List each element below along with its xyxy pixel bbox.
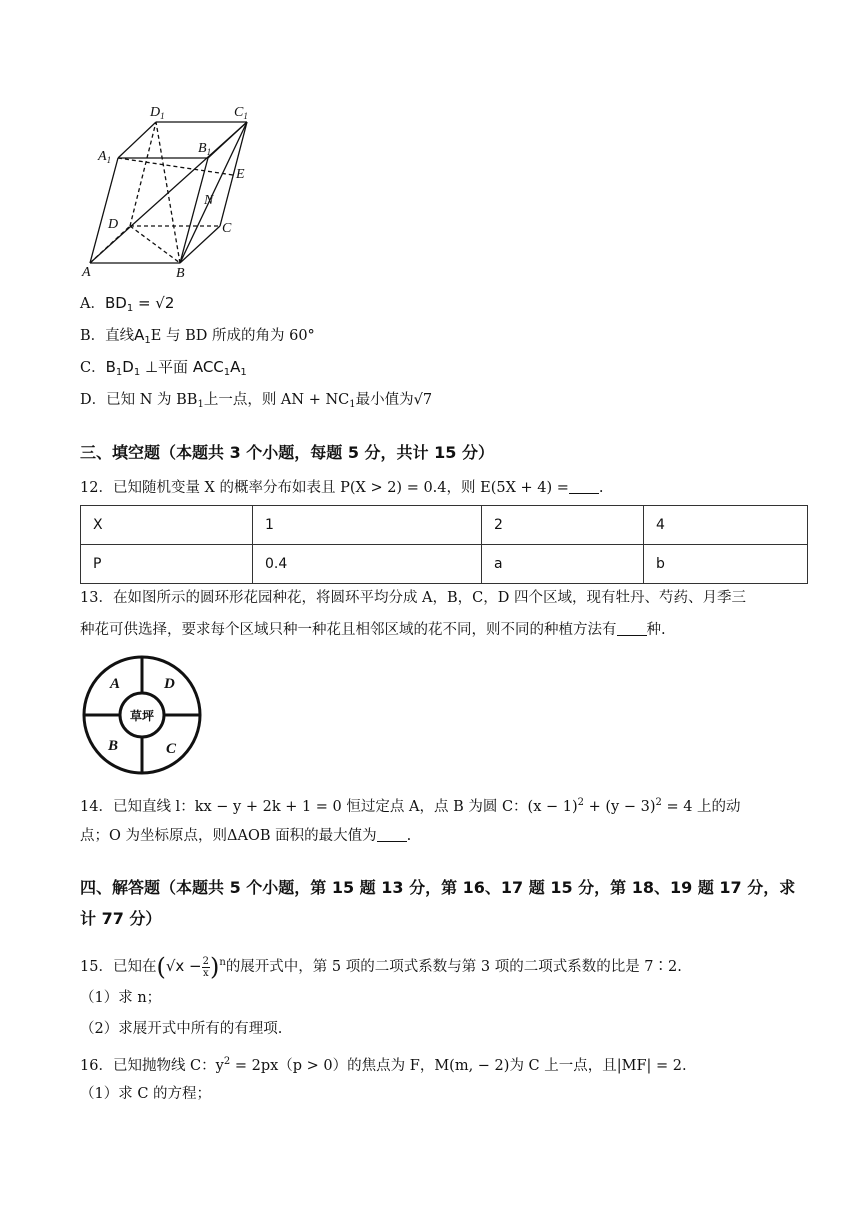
label-C: C (222, 221, 232, 236)
section-4-title-line-2: 计 77 分） (80, 909, 162, 928)
table-cell: 1 (253, 506, 482, 545)
label-E: E (236, 167, 245, 182)
label-D1: $D_1$ (150, 105, 165, 121)
label-A: A (82, 265, 91, 280)
table-cell: 0.4 (253, 545, 482, 584)
table-row (81, 545, 808, 584)
ring-label-A: A (110, 676, 121, 692)
label-B: B (176, 266, 185, 281)
label-C1: $C_1$ (234, 105, 248, 121)
probability-table (80, 505, 808, 584)
option-d: D．已知 N 为 $BB_1$上一点，则 AN + $NC_1$最小值为√7 (80, 392, 433, 410)
ring-garden-figure (80, 653, 205, 778)
question-14-line-2: 点；O 为坐标原点，则ΔAOB 面积的最大值为 . (80, 828, 412, 844)
question-15-part-1: （1）求 n； (80, 990, 162, 1006)
question-16: 16．已知抛物线 C：$y^2 = 2px(p > 0)$的焦点为 F，M(m, − 2)为 C 上一点，且|MF| = 2. (80, 1056, 687, 1074)
question-16-part-1: （1）求 C 的方程； (80, 1086, 212, 1102)
question-15: 15．已知在(√x − $\frac{2}{x}$ )$^n$的展开式中，第 5 项的二项式系数与第 3 项的二项式系数的比是 7∶2. (80, 953, 682, 981)
table-row (81, 506, 808, 545)
ring-label-B: B (108, 738, 119, 754)
label-D: D (108, 217, 119, 232)
answer-blank (569, 479, 599, 494)
table-cell: 4 (644, 506, 808, 545)
option-a: A．$BD_1 = √2$ (80, 294, 175, 314)
ring-label-D: D (164, 676, 175, 692)
option-b: B．直线$A_1E$ 与 BD 所成的角为 60° (80, 326, 315, 346)
ring-label-C: C (166, 741, 177, 757)
table-cell: b (644, 545, 808, 584)
table-cell: P (81, 545, 253, 584)
question-12: 12．已知随机变量 X 的概率分布如表且 P(X > 2) = 0.4，则 E(5X + 4) = . (80, 480, 604, 496)
prism-figure (80, 100, 270, 285)
answer-blank (377, 827, 407, 842)
ring-center-label: 草坪 (129, 709, 155, 723)
question-14-line-1: 14．已知直线 l：kx − y + 2k + 1 = 0 恒过定点 A，点 B 为圆 C：$(x - 1)^2 + (y - 3)^2 = 4$ 上的动 (80, 797, 741, 815)
option-c: C．$B_1D_1$ ⊥平面 $ACC_1A_1$ (80, 358, 247, 378)
label-A1: $A_1$ (98, 149, 112, 165)
label-B1: $B_1$ (198, 141, 212, 157)
answer-blank (617, 621, 647, 636)
question-13-line-2: 种花可供选择，要求每个区域只种一种花且相邻区域的花不同，则不同的种植方法有 种. (80, 622, 666, 638)
section-3-title: 三、填空题（本题共 3 个小题，每题 5 分，共计 15 分） (80, 443, 494, 462)
table-cell: X (81, 506, 253, 545)
table-cell: 2 (482, 506, 644, 545)
label-N: N (204, 193, 214, 208)
section-4-title-line-1: 四、解答题（本题共 5 个小题，第 15 题 13 分，第 16、17 题 15 分，第 18、19 题 17 分，求 (80, 878, 796, 897)
table-cell: a (482, 545, 644, 584)
question-15-part-2: （2）求展开式中所有的有理项. (80, 1021, 283, 1037)
question-13-line-1: 13．在如图所示的圆环形花园种花，将圆环平均分成 A，B，C，D 四个区域，现有牡丹、芍药、月季三 (80, 590, 747, 606)
